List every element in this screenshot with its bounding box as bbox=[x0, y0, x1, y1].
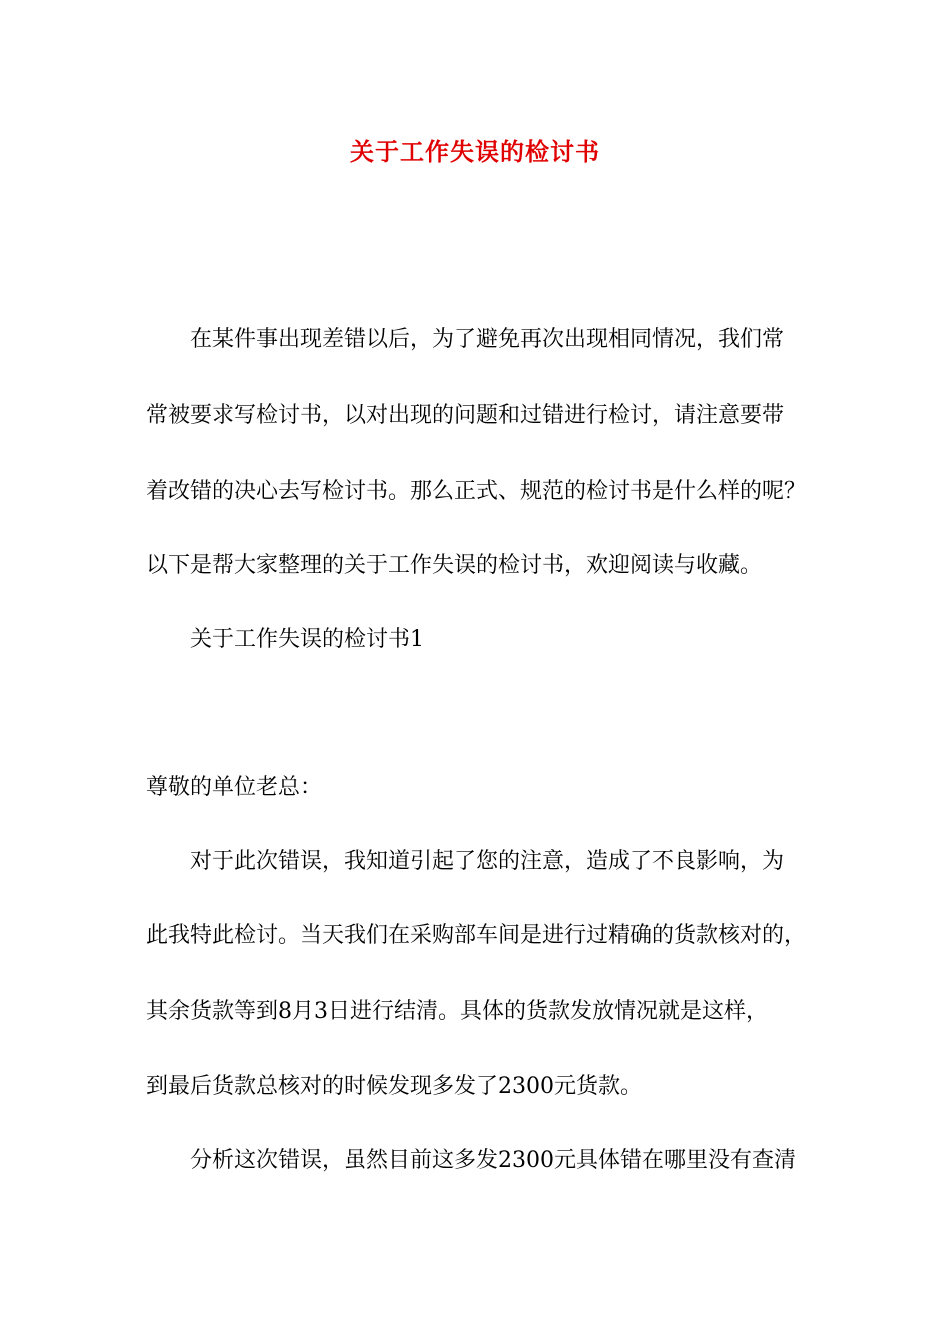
intro-line-3: 着改错的决心去写检讨书。那么正式、规范的检讨书是什么样的呢？ bbox=[146, 479, 807, 504]
document-title: 关于工作失误的检讨书 bbox=[350, 137, 600, 166]
intro-line-2: 常被要求写检讨书，以对出现的问题和过错进行检讨，请注意要带 bbox=[146, 403, 785, 428]
body-line-5: 分析这次错误，虽然目前这多发2300元具体错在哪里没有查清 bbox=[190, 1148, 796, 1173]
body-line-2: 此我特此检讨。当天我们在采购部车间是进行过精确的货款核对的， bbox=[146, 923, 807, 948]
salutation: 尊敬的单位老总： bbox=[146, 775, 323, 800]
body-line-3: 其余货款等到8月3日进行结清。具体的货款发放情况就是这样， bbox=[146, 999, 768, 1024]
section-heading: 关于工作失误的检讨书1 bbox=[190, 627, 424, 652]
body-line-4: 到最后货款总核对的时候发现多发了2300元货款。 bbox=[146, 1074, 642, 1099]
intro-line-1: 在某件事出现差错以后，为了避免再次出现相同情况，我们常 bbox=[190, 327, 785, 352]
body-line-1: 对于此次错误，我知道引起了您的注意，造成了不良影响，为 bbox=[190, 849, 785, 874]
intro-line-4: 以下是帮大家整理的关于工作失误的检讨书，欢迎阅读与收藏。 bbox=[146, 553, 763, 578]
